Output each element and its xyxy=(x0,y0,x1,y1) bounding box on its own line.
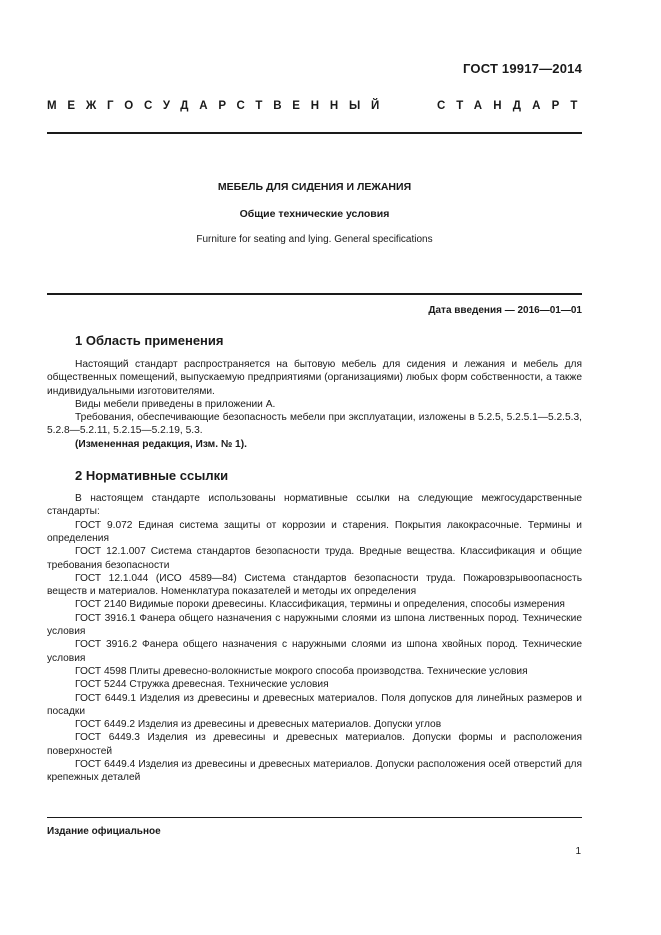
reference-item: ГОСТ 6449.4 Изделия из древесины и древесных материалов. Допуски расположения осей отверстий для крепежных деталей xyxy=(47,759,582,784)
section-heading-normative-references: 2 Нормативные ссылки xyxy=(75,468,229,484)
standard-type-heading xyxy=(47,100,589,112)
title-divider xyxy=(47,293,582,295)
amendment-note: (Измененная редакция, Изм. № 1). xyxy=(75,438,247,450)
paragraph: Требования, обеспечивающие безопасность мебели при эксплуатации, изложены в 5.2.5, 5.2.5.1—5.2.5.3, 5.2.8—5.2.11, 5.2.15—5.2.19, 5.3. xyxy=(47,412,582,437)
paragraph: Настоящий стандарт распространяется на бытовую мебель для сидения и лежания и мебель для общественных помещений, выпускаемую предприятиями (организациями) любых форм собственности, а также индивидуальными изготовителями. xyxy=(47,359,582,397)
reference-item: ГОСТ 6449.3 Изделия из древесины и древесных материалов. Допуски формы и расположения поверхностей xyxy=(47,732,582,757)
section-heading-scope: 1 Область применения xyxy=(75,333,224,348)
document-title: МЕБЕЛЬ ДЛЯ СИДЕНИЯ И ЛЕЖАНИЯ xyxy=(217,181,412,193)
official-edition-label: Издание официальное xyxy=(47,826,161,837)
reference-item: ГОСТ 3916.2 Фанера общего назначения с наружными слоями из шпона хвойных пород. Технические условия xyxy=(47,639,582,664)
paragraph: Виды мебели приведены в приложении А. xyxy=(75,398,276,410)
reference-item: ГОСТ 6449.2 Изделия из древесины и древесных материалов. Допуски углов xyxy=(75,719,442,731)
reference-item: ГОСТ 9.072 Единая система защиты от коррозии и старения. Покрытия лакокрасочные. Термины и определения xyxy=(47,519,582,544)
reference-item: ГОСТ 12.1.007 Система стандартов безопасности труда. Вредные вещества. Классификация и общие требования безопасности xyxy=(47,546,582,571)
english-title: Furniture for seating and lying. General specifications xyxy=(196,234,433,245)
document-code: ГОСТ 19917—2014 xyxy=(463,61,582,76)
reference-item: ГОСТ 3916.1 Фанера общего назначения с наружными слоями из шпона лиственных пород. Технические условия xyxy=(47,612,582,638)
reference-item: ГОСТ 4598 Плиты древесно-волокнистые мокрого способа производства. Технические условия xyxy=(75,665,528,677)
introduction-date: Дата введения — 2016—01—01 xyxy=(428,305,582,316)
document-body xyxy=(47,333,582,785)
reference-item: ГОСТ 6449.1 Изделия из древесины и древесных материалов. Поля допусков для линейных размеров и посадки xyxy=(47,692,582,717)
reference-item: ГОСТ 5244 Стружка древесная. Технические условия xyxy=(75,679,329,691)
reference-item: ГОСТ 12.1.044 (ИСО 4589—84) Система стандартов безопасности труда. Пожаровзрывоопасность веществ и материалов. Номенклатура показателей и методы их определения xyxy=(47,572,582,598)
page-number: 1 xyxy=(575,846,581,857)
standard-word: СТАНДАРТ xyxy=(437,100,589,112)
reference-item: ГОСТ 2140 Видимые пороки древесины. Классификация, термины и определения, способы измерения xyxy=(75,599,565,611)
header-divider xyxy=(47,132,582,134)
interstate-word: МЕЖГОСУДАРСТВЕННЫЙ xyxy=(47,100,391,112)
paragraph: В настоящем стандарте использованы нормативные ссылки на следующие межгосударственные стандарты: xyxy=(47,493,582,518)
footer-divider xyxy=(47,817,582,818)
document-subtitle: Общие технические условия xyxy=(239,208,390,220)
